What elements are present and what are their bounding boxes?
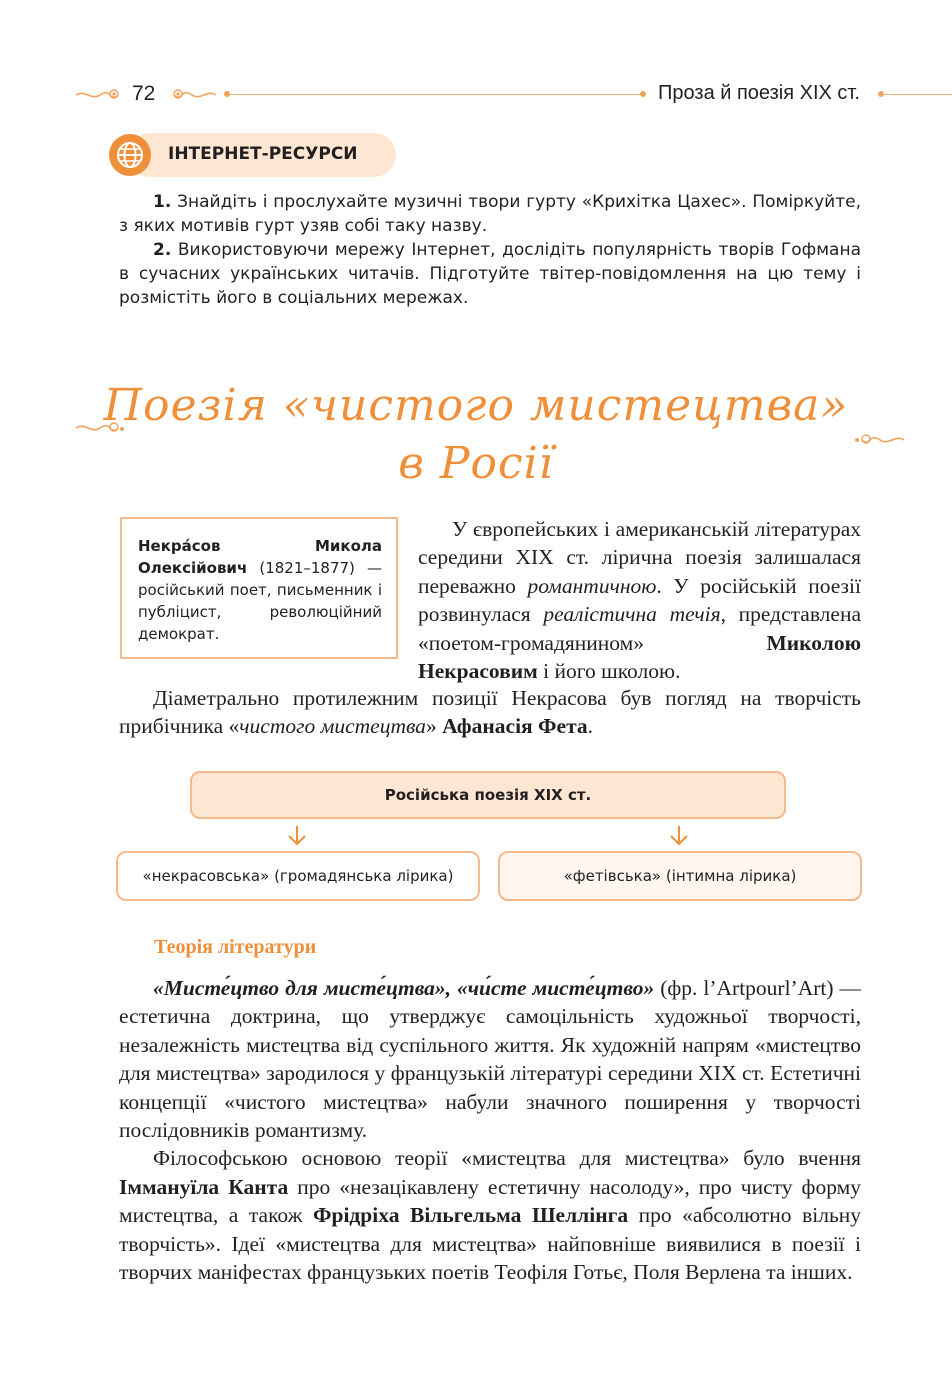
scheme-top-box: Російська поезія XIX ст.: [190, 771, 786, 819]
text-run: , представлена «поетом-громадянином»: [418, 602, 862, 655]
task-item: [119, 190, 861, 238]
paragraph: [119, 1144, 861, 1286]
section-title: ІНТЕРНЕТ-РЕСУРСИ: [168, 144, 358, 164]
bold-name: Миколою Некрасовим: [418, 630, 861, 684]
task-item: [119, 238, 861, 310]
bold-name: Іммануїла Канта: [119, 1174, 289, 1199]
italic-term: романтичною: [527, 573, 657, 598]
bold-name: Фрідріха Вільгельма Шеллінга: [313, 1203, 629, 1228]
task-text: Знайдіть і прослухайте музичні твори гурту «Крихітка Цахес». Поміркуйте, з яких мотивів гурт узяв собі таку назву.: [119, 192, 861, 236]
header-rule: [230, 94, 640, 95]
term-definition: «Мисте́цтво для мисте́цтва», «чи́сте мисте́цтво»: [153, 976, 655, 1000]
task-number: 1.: [153, 192, 172, 212]
paragraph: [119, 974, 861, 1144]
theory-heading: Теорія літератури: [154, 936, 317, 958]
arrow-down-icon: [286, 824, 308, 848]
flourish-ornament-icon: [74, 88, 122, 102]
globe-icon: [108, 133, 152, 177]
text-run: (фр. l’Artpourl’Art) — естетична доктрина, що утверджує самоцільність художньої творчості, незалежність мистецтва від суспільного життя. Як художній напрям «мистецтво для мистецтва» зародилося у французькій літературі середини XIX ст. Естетичні концепції «чистого мистецтва» набули значного поширення у творчості послідовників романтизму.: [119, 976, 861, 1143]
theory-text: [119, 974, 861, 1286]
header-rule: [884, 94, 952, 95]
bio-box: [120, 517, 398, 659]
task-text: Використовуючи мережу Інтернет, дослідіть популярність творів Гофмана в сучасних українських читачів. Підготуйте твітер-повідомлення на цю тему і розмістіть його в соціальних мережах.: [119, 240, 861, 308]
arrow-down-icon: [668, 824, 690, 848]
running-title: Проза й поезія XIX ст.: [658, 82, 860, 104]
text-run: »: [425, 714, 443, 739]
scheme-right-box: «фетівська» (інтимна лірика): [498, 851, 862, 901]
flourish-ornament-icon: [854, 432, 906, 448]
text-run: .: [587, 714, 594, 739]
bio-name: Некра́сов Микола Олексійович: [138, 537, 382, 577]
flourish-ornament-icon: [172, 88, 218, 102]
text-run: про «незацікавлену естетичну насолоду», про чисту форму мистецтва, а також: [119, 1174, 861, 1228]
paragraph: [119, 684, 861, 741]
intro-paragraph: [119, 684, 861, 741]
chapter-title-line: в Росії: [398, 438, 554, 489]
tasks-list: [119, 190, 861, 310]
text-run: Філософською основою теорії «мистецтва для мистецтва» було вчення: [153, 1146, 861, 1171]
paragraph: [418, 515, 861, 685]
bold-name: Афанасія Фета: [442, 714, 588, 739]
page-number: 72: [132, 82, 156, 105]
text-run: про «абсолютно вільну творчість». Ідеї «мистецтва для мистецтва» найповніше виявилися в поезії і творчих маніфестах французьких поетів Теофіля Готьє, Поля Верлена та інших.: [119, 1203, 862, 1285]
text-run: . У російській поезії розвинулася: [418, 573, 861, 627]
text-run: Діаметрально протилежним позиції Некрасова був погляд на творчість прибічника «: [119, 686, 861, 739]
text-run: У європейських і американській літературах середини XIX ст. лірична поезія залишалася переважно: [418, 517, 861, 598]
task-number: 2.: [153, 240, 172, 260]
scheme-left-box: «некрасовська» (громадянська лірика): [116, 851, 480, 901]
internet-resources-badge: [108, 133, 396, 177]
rule-dot: [640, 91, 646, 97]
intro-paragraph: [418, 515, 861, 685]
chapter-title: [0, 380, 952, 500]
page-header: [74, 80, 952, 110]
bio-text: (1821–1877) — російський поет, письменник і публіцист, революційний демократ.: [138, 559, 382, 643]
chapter-title-line: Поезія «чистого мистецтва»: [103, 380, 849, 431]
italic-term: реалістична течія: [543, 602, 721, 627]
text-run: і його школою.: [537, 659, 681, 684]
italic-term: чистого мистецтва: [239, 714, 426, 739]
